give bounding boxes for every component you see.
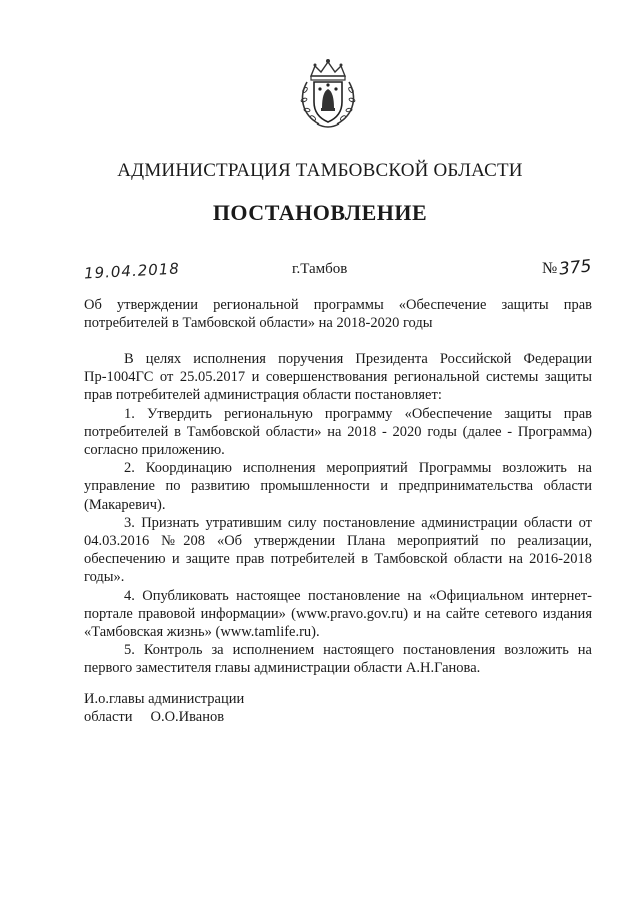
signatory-position: И.о.главы администрации	[84, 691, 245, 707]
document-title: Об утверждении региональной программы «Обеспечение защиты прав потребителей в Тамбовской области» на 2018-2020 годы	[84, 297, 592, 331]
document-body	[84, 350, 592, 678]
paragraph-item-3: 3. Признать утратившим силу постановление администрации области от 04.03.2016 №208 «Об утверждении Плана мероприятий по реализации, обеспечению и защите прав потребителей в Тамбовской области на 2016-2018 годы».	[84, 514, 592, 586]
number-prefix: №	[542, 260, 558, 277]
number-value: 375	[558, 256, 593, 280]
paragraph-preamble: В целях исполнения поручения Президента Российской Федерации Пр-1004ГС от 25.05.2017 и совершенствования региональной системы защиты прав потребителей администрация области постановляет:	[84, 351, 592, 404]
document-number	[542, 258, 592, 278]
paragraph-item-1: 1. Утвердить региональную программу «Обеспечение защиты прав потребителей в Тамбовской области» на 2018 - 2020 годы (далее - Программа) согласно приложению.	[84, 405, 592, 459]
tambov-coat-of-arms-icon	[297, 56, 359, 130]
document-date: 19.04.2018	[83, 259, 181, 283]
paragraph-item-5: 5. Контроль за исполнением настоящего постановления возложить на первого заместителя главы администрации области А.Н.Ганова.	[84, 642, 592, 677]
document-city: г.Тамбов	[292, 261, 348, 277]
signatory-position-region: области	[84, 709, 133, 725]
organization-name: АДМИНИСТРАЦИЯ ТАМБОВСКОЙ ОБЛАСТИ	[117, 160, 523, 181]
signature-block	[84, 690, 384, 726]
signatory-name: О.О.Иванов	[150, 709, 225, 725]
paragraph-item-2: 2. Координацию исполнения мероприятий Программы возложить на управление по развитию промышленности и предпринимательства области (Макаревич).	[84, 460, 592, 513]
document-type: ПОСТАНОВЛЕНИЕ	[212, 200, 428, 225]
paragraph-item-4: 4. Опубликовать настоящее постановление на «Официальном интернет-портале правовой информации» (www.pravo.gov.ru) и на сайте сетевого издания «Тамбовская жизнь» (www.tamlife.ru).	[84, 587, 592, 641]
